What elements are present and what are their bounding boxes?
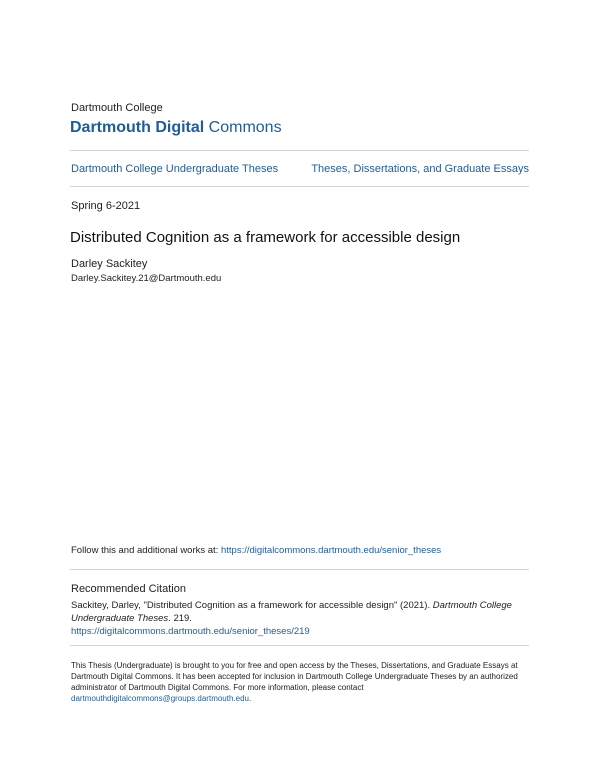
paper-title: Distributed Cognition as a framework for accessible design <box>70 229 461 246</box>
access-notice <box>71 660 531 704</box>
repository-name-rest: Commons <box>204 119 282 136</box>
citation-link[interactable]: https://digitalcommons.dartmouth.edu/senior_theses/219 <box>71 626 310 637</box>
author-name: Darley Sackitey <box>71 258 148 270</box>
publication-date: Spring 6-2021 <box>71 200 141 212</box>
institution-name: Dartmouth College <box>71 102 163 114</box>
citation-number: . 219. <box>168 613 192 624</box>
header-divider <box>70 150 529 151</box>
repository-name[interactable] <box>70 119 282 137</box>
citation-series: Dartmouth College Undergraduate Theses <box>71 600 512 624</box>
author-email: Darley.Sackitey.21@Dartmouth.edu <box>71 273 222 284</box>
citation-text <box>71 599 531 638</box>
notice-end: . <box>249 694 252 703</box>
follow-divider <box>70 569 529 570</box>
citation-heading: Recommended Citation <box>71 583 186 595</box>
citation-divider <box>70 645 529 646</box>
collection-link-theses-dissertations[interactable]: Theses, Dissertations, and Graduate Essays <box>311 163 529 175</box>
collection-link-undergraduate-theses[interactable]: Dartmouth College Undergraduate Theses <box>71 163 279 175</box>
collections-divider <box>70 186 529 187</box>
citation-prefix: Sackitey, Darley, "Distributed Cognition as a framework for accessible design" (2021). <box>71 600 433 611</box>
contact-email-link[interactable]: dartmouthdigitalcommons@groups.dartmouth.edu <box>71 694 249 703</box>
repository-name-bold: Dartmouth Digital <box>70 119 205 136</box>
follow-link[interactable]: https://digitalcommons.dartmouth.edu/senior_theses <box>220 545 442 556</box>
follow-text: Follow this and additional works at: <box>71 545 221 556</box>
follow-line <box>71 545 441 556</box>
notice-text: This Thesis (Undergraduate) is brought to you for free and open access by the Theses, Dissertations, and Graduate Essays at Dartmouth Digital Commons. It has been accepted for inclusion in Dartmouth College Undergraduate Theses by an authorized administrator of Dartmouth Digital Commons. For more information, please contact <box>71 661 518 692</box>
